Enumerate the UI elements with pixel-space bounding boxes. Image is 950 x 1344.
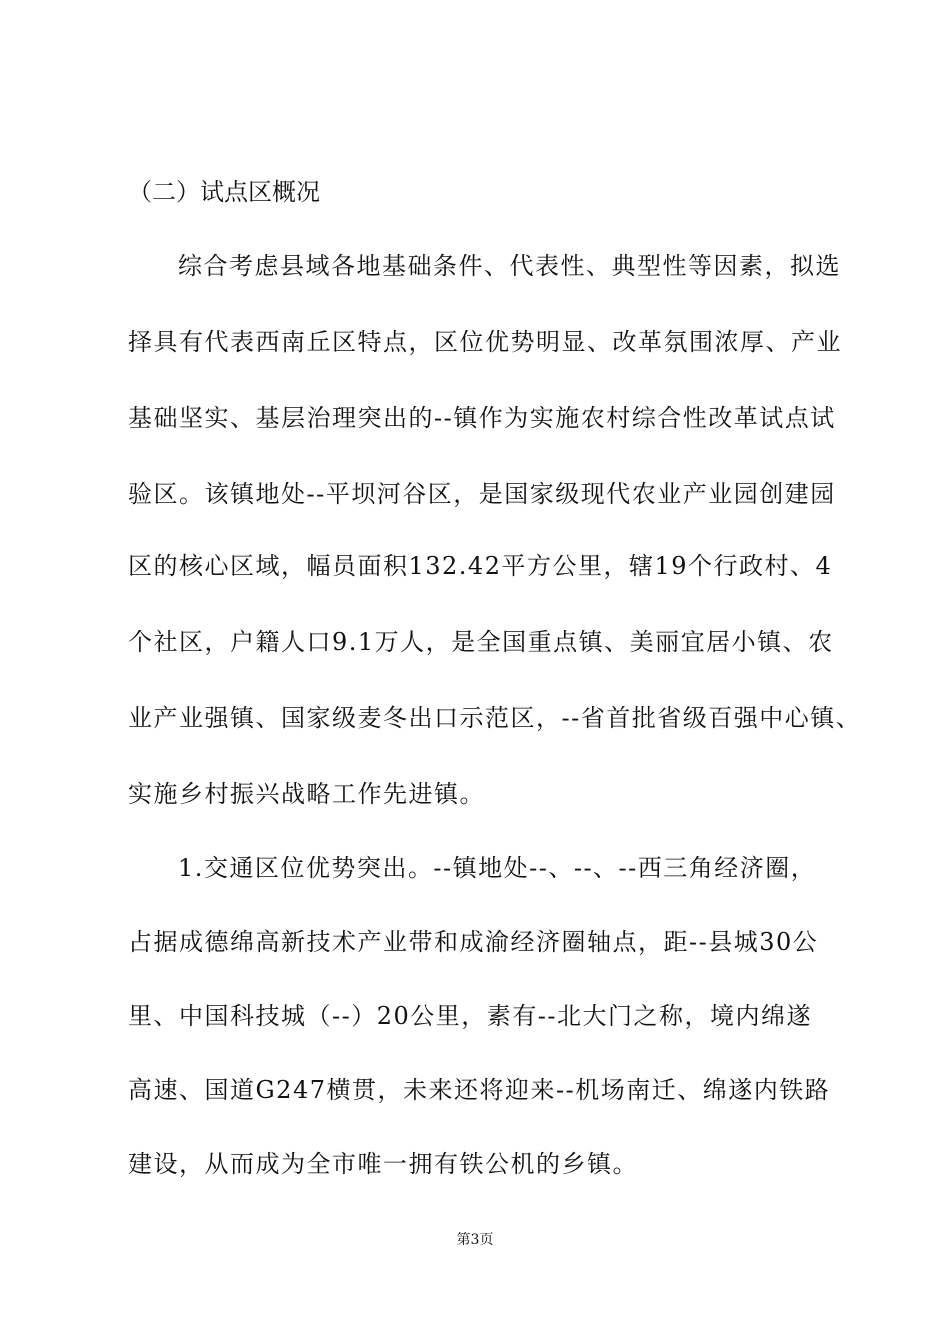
- paragraph-line: 占据成德绵高新技术产业带和成渝经济圈轴点，距--县城30公: [128, 928, 819, 956]
- paragraph-line: 个社区，户籍人口9.1万人，是全国重点镇、美丽宜居小镇、农: [128, 628, 834, 656]
- paragraph-line: 实施乡村振兴战略工作先进镇。: [128, 780, 485, 808]
- paragraph-line: 高速、国道G247横贯，未来还将迎来--机场南迁、绵遂内铁路: [128, 1076, 831, 1104]
- paragraph-line: 里、中国科技城（--）20公里，素有--北大门之称，境内绵遂: [128, 1002, 812, 1030]
- paragraph-line: 基础坚实、基层治理突出的--镇作为实施农村综合性改革试点试: [128, 404, 836, 432]
- paragraph-line: 验区。该镇地处--平坝河谷区，是国家级现代农业产业园创建园: [128, 480, 836, 508]
- paragraph-line: 建设，从而成为全市唯一拥有铁公机的乡镇。: [128, 1150, 638, 1178]
- paragraph-line: 业产业强镇、国家级麦冬出口示范区，--省首批省级百强中心镇、: [128, 704, 862, 732]
- page-number: 第3页: [456, 1232, 494, 1248]
- paragraph-line: 综合考虑县域各地基础条件、代表性、典型性等因素，拟选: [178, 252, 841, 280]
- section-heading: （二）试点区概况: [128, 178, 320, 206]
- paragraph-line: 择具有代表西南丘区特点，区位优势明显、改革氛围浓厚、产业: [128, 328, 842, 356]
- paragraph-line: 区的核心区域，幅员面积132.42平方公里，辖19个行政村、4: [128, 552, 833, 580]
- paragraph-line: 1.交通区位优势突出。--镇地处--、--、--西三角经济圈，: [178, 854, 817, 882]
